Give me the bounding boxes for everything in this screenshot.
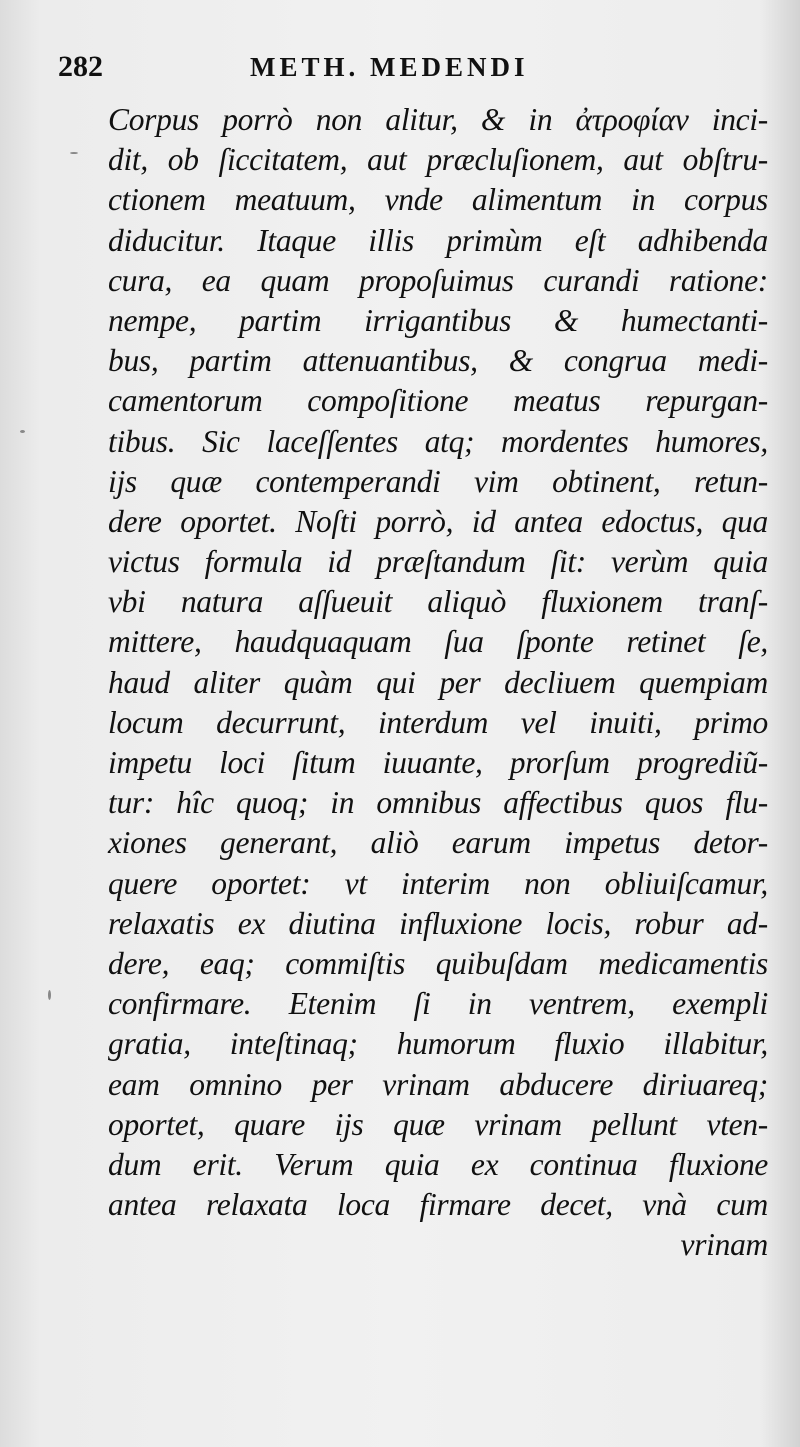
text-line: tibus. Sic laceſſentes atq; mordentes humores, [108, 423, 768, 459]
text-line: locum decurrunt, interdum vel inuiti, primo [108, 704, 768, 740]
text-line: haud aliter quàm qui per decliuem quempiam [108, 664, 768, 700]
text-line: xiones generant, aliò earum impetus detor- [108, 825, 768, 861]
text-line: bus, partim attenuantibus, & congrua medi- [108, 343, 768, 379]
text-line: ctionem meatuum, vnde alimentum in corpus [108, 182, 768, 218]
running-head: METH. MEDENDI [250, 52, 529, 82]
text-line: vbi natura aſſueuit aliquò fluxionem tranſ- [108, 584, 768, 620]
text-line: camentorum compoſitione meatus repurgan- [108, 383, 768, 419]
text-line: diducitur. Itaque illis primùm eſt adhibenda [108, 222, 768, 258]
text-line: relaxatis ex diutina influxione locis, robur ad- [108, 905, 768, 941]
text-line: confirmare. Etenim ſi in ventrem, exempli [108, 986, 768, 1022]
page-number: 282 [58, 50, 103, 83]
text-line: victus formula id præſtandum ſit: verùm quia [108, 544, 768, 580]
text-line: dit, ob ſiccitatem, aut præcluſionem, aut obſtru- [108, 142, 768, 178]
text-line: dum erit. Verum quia ex continua fluxione [108, 1146, 768, 1182]
text-line: mittere, haudquaquam ſua ſponte retinet ſe, [108, 624, 768, 660]
body-text [108, 100, 768, 1265]
margin-speck [48, 990, 51, 1000]
text-line: Corpus porrò non alitur, & in ἀτροφίαν inci- [108, 102, 768, 137]
text-line: oportet, quare ijs quæ vrinam pellunt vten- [108, 1106, 768, 1142]
text-line: cura, ea quam propoſuimus curandi ratione: [108, 262, 768, 298]
text-line: quere oportet: vt interim non obliuiſcamur, [108, 865, 768, 901]
text-line: nempe, partim irrigantibus & humectanti- [108, 302, 768, 338]
text-line: ijs quæ contemperandi vim obtinent, retun- [108, 463, 768, 499]
margin-speck [70, 152, 78, 154]
text-line: dere oportet. Noſti porrò, id antea edoctus, qua [108, 503, 768, 539]
text-line: antea relaxata loca firmare decet, vnà cum [108, 1187, 768, 1223]
text-line: impetu loci ſitum iuuante, prorſum progrediũ- [108, 745, 768, 780]
margin-speck [20, 430, 25, 433]
text-line: tur: hîc quoq; in omnibus affectibus quos flu- [108, 785, 768, 821]
text-line: gratia, inteſtinaq; humorum fluxio illabitur, [108, 1026, 768, 1062]
catchword: vrinam [680, 1227, 768, 1263]
page-header [0, 50, 800, 94]
text-line: dere, eaq; commiſtis quibuſdam medicamentis [108, 945, 768, 981]
text-line: eam omnino per vrinam abducere diriuareq; [108, 1066, 768, 1102]
